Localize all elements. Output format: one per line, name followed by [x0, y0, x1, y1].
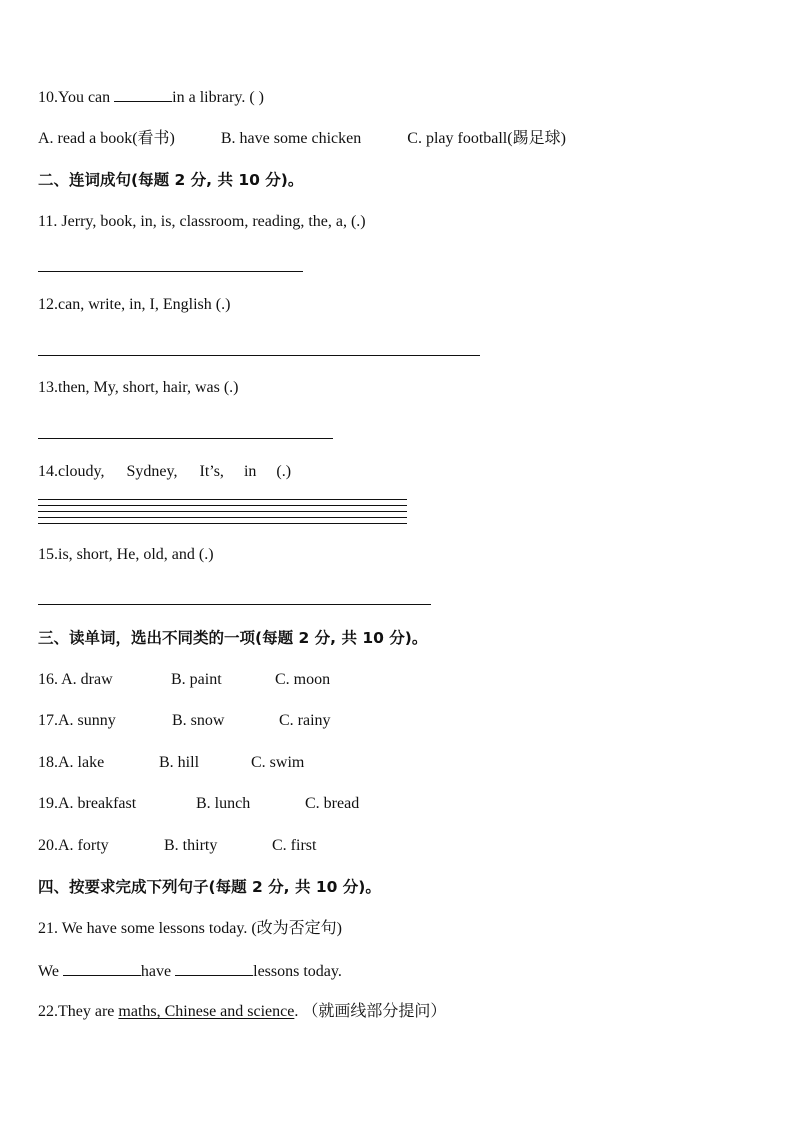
option-a[interactable]: A. read a book(看书): [38, 130, 175, 147]
q22-text: . （就画线部分提问）: [294, 1003, 447, 1020]
q10-stem-end: in a library. ( ): [172, 89, 264, 106]
option-b[interactable]: B. snow: [172, 712, 225, 729]
answer-line[interactable]: [38, 604, 431, 605]
question-12: 12.can, write, in, I, English (.): [38, 296, 231, 313]
answer-line[interactable]: [38, 505, 407, 506]
option-a[interactable]: 20.A. forty: [38, 837, 109, 854]
answer-blank[interactable]: [63, 961, 141, 976]
option-b[interactable]: B. thirty: [164, 837, 218, 854]
answer-blank[interactable]: [175, 961, 253, 976]
q22-text: 22.They are: [38, 1003, 119, 1020]
option-a[interactable]: 19.A. breakfast: [38, 795, 137, 812]
q22-underlined-text: maths, Chinese and science: [118, 1003, 295, 1020]
option-c[interactable]: C. rainy: [279, 712, 331, 729]
q10-stem-start: 10.You can: [38, 89, 115, 106]
answer-blank[interactable]: [114, 87, 172, 102]
option-c[interactable]: C. play football(踢足球): [407, 130, 566, 147]
answer-line[interactable]: [38, 511, 407, 512]
option-b[interactable]: B. have some chicken: [220, 130, 362, 147]
option-a[interactable]: 18.A. lake: [38, 754, 105, 771]
section-4-title: 四、按要求完成下列句子(每题 2 分, 共 10 分)。: [38, 878, 381, 896]
answer-line[interactable]: [38, 523, 407, 524]
question-19: [38, 794, 359, 814]
q10-options: [38, 129, 566, 149]
question-18: [38, 753, 304, 773]
option-b[interactable]: B. lunch: [196, 795, 251, 812]
section-3-title: 三、读单词，选出不同类的一项(每题 2 分, 共 10 分)。: [38, 629, 428, 647]
option-a[interactable]: 16. A. draw: [38, 671, 113, 688]
option-b[interactable]: B. hill: [159, 754, 200, 771]
q14-word: (.): [276, 463, 292, 480]
question-22: [38, 1002, 446, 1022]
option-c[interactable]: C. first: [272, 837, 317, 854]
q14-word: in: [243, 463, 257, 480]
question-14: [38, 462, 291, 482]
question-13: 13.then, My, short, hair, was (.): [38, 379, 239, 396]
answer-line[interactable]: [38, 499, 407, 500]
q14-word: It’s,: [199, 463, 224, 480]
q14-word: 14.cloudy,: [38, 463, 105, 480]
question-17: [38, 711, 331, 731]
option-c[interactable]: C. moon: [275, 671, 331, 688]
question-20: [38, 836, 316, 856]
question-21: 21. We have some lessons today. (改为否定句): [38, 920, 343, 937]
option-c[interactable]: C. bread: [305, 795, 360, 812]
answer-line[interactable]: [38, 438, 333, 439]
answer-text: We: [38, 963, 63, 980]
question-16: [38, 670, 330, 690]
question-10: [38, 87, 264, 108]
q14-word: Sydney,: [126, 463, 178, 480]
section-2-title: 二、连词成句(每题 2 分, 共 10 分)。: [38, 171, 304, 189]
question-11: 11. Jerry, book, in, is, classroom, reading, the, a, (.): [38, 213, 366, 230]
answer-line[interactable]: [38, 517, 407, 518]
option-a[interactable]: 17.A. sunny: [38, 712, 116, 729]
option-b[interactable]: B. paint: [171, 671, 222, 688]
answer-line[interactable]: [38, 355, 480, 356]
question-21-answer: [38, 961, 342, 982]
answer-text: have: [140, 963, 176, 980]
option-c[interactable]: C. swim: [251, 754, 305, 771]
answer-line[interactable]: [38, 271, 303, 272]
answer-text: lessons today.: [253, 963, 342, 980]
question-15: 15.is, short, He, old, and (.): [38, 546, 214, 563]
